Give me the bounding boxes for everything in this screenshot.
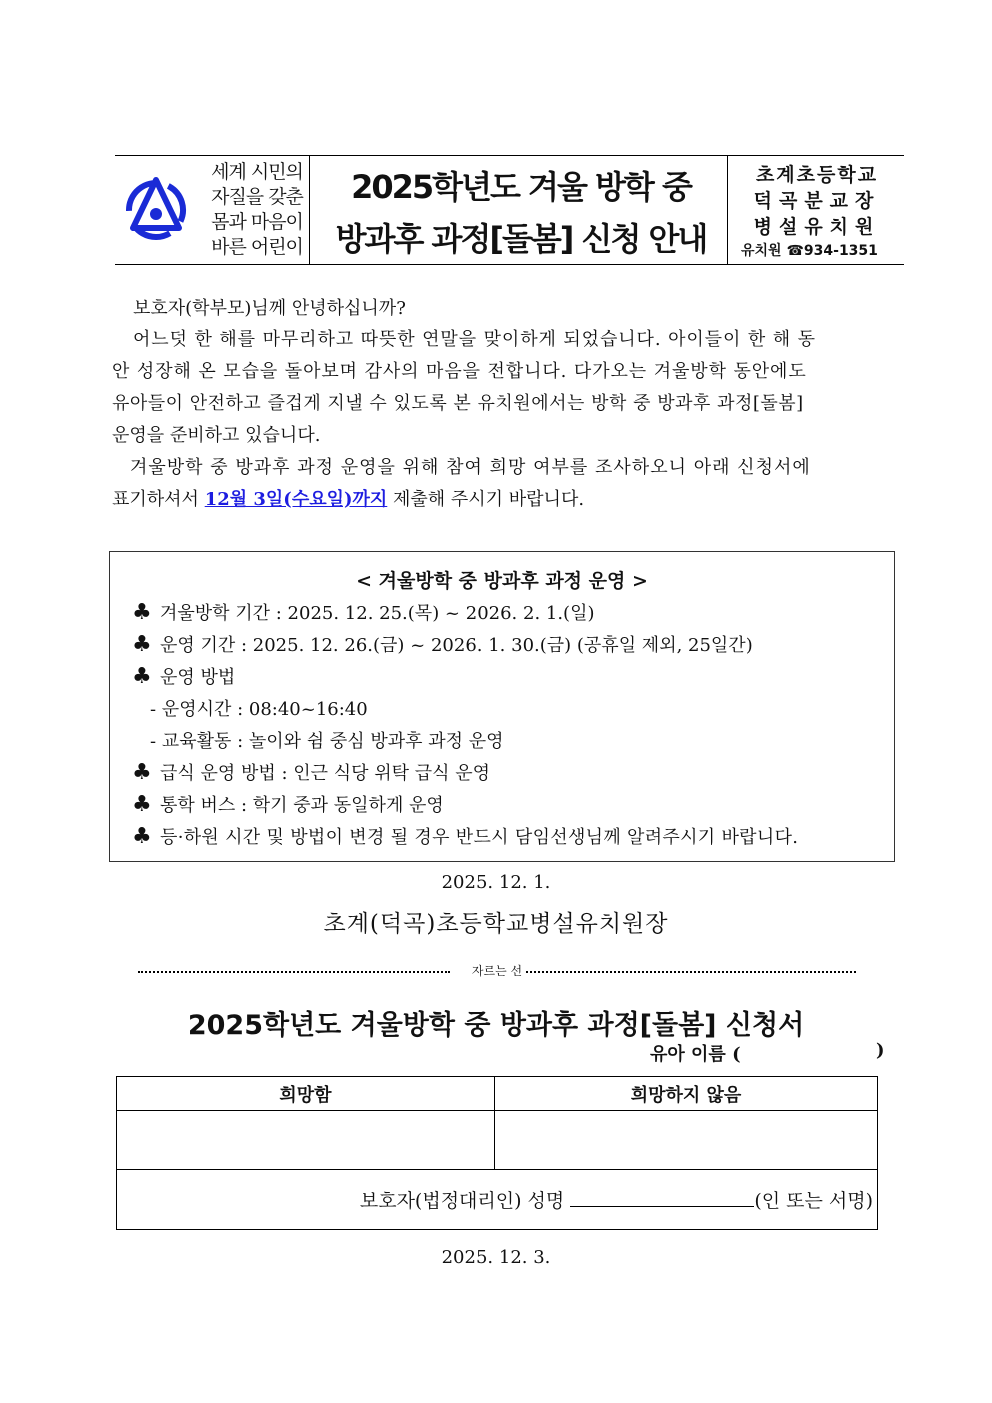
school-name-line1: 초계초등학교	[755, 164, 879, 186]
operation-info-box	[109, 551, 895, 862]
cut-line	[138, 962, 856, 982]
application-form-table	[116, 1076, 878, 1230]
header-divider	[309, 156, 310, 264]
school-name-line3: 병설유치원	[753, 216, 881, 238]
info-item: ♣ 통학 버스 : 학기 중과 동일하게 운영	[132, 792, 444, 817]
phone-label: 유치원	[741, 243, 782, 259]
info-item: ♣ 운영 방법	[132, 664, 236, 689]
paragraph-text: 표기하셔서	[112, 489, 199, 510]
info-item: ♣ 운영 기간 : 2025. 12. 26.(금) ~ 2026. 1. 30.(금) (공휴일 제외, 25일간)	[132, 632, 753, 657]
club-icon: ♣	[132, 632, 152, 657]
info-item: ♣ 등·하원 시간 및 방법이 변경 될 경우 반드시 담임선생님께 알려주시기 바랍니다.	[132, 824, 799, 849]
letter-header	[115, 155, 904, 265]
school-logo	[123, 174, 189, 240]
info-subitem: - 운영시간 : 08:40~16:40	[150, 699, 368, 720]
school-motto	[207, 160, 307, 260]
deadline: 12월 3일(수요일)까지	[204, 489, 388, 510]
info-subitem: - 교육활동 : 놀이와 쉼 중심 방과후 과정 운영	[150, 731, 504, 752]
box-title: < 겨울방학 중 방과후 과정 운영 >	[356, 570, 648, 592]
motto-line: 바른 어린이	[211, 236, 303, 258]
paragraph-line: 안 성장해 온 모습을 돌아보며 감사의 마음을 전합니다. 다가오는 겨울방학 동안에도	[112, 361, 807, 382]
issuer: 초계(덕곡)초등학교병설유치원장	[323, 911, 669, 937]
cut-dots	[526, 971, 856, 973]
form-date: 2025. 12. 3.	[441, 1247, 551, 1268]
club-icon: ♣	[132, 600, 152, 625]
club-icon: ♣	[132, 760, 152, 785]
signature-line[interactable]	[570, 1186, 754, 1207]
paragraph-text: 제출해 주시기 바랍니다.	[393, 489, 585, 510]
child-name-close: )	[876, 1040, 885, 1061]
notice-title-line1: 2025학년도 겨울 방학 중	[351, 168, 691, 206]
paragraph-line: 운영을 준비하고 있습니다.	[112, 425, 321, 446]
paragraph-line: 유아들이 안전하고 즐겁게 지낼 수 있도록 본 유치원에서는 방학 중 방과후 과정[돌봄]	[112, 393, 804, 414]
phone-icon: ☎	[786, 243, 804, 259]
notice-title-line2: 방과후 과정[돌봄] 신청 안내	[335, 220, 707, 258]
phone-info	[741, 240, 901, 260]
col-header-yes: 희망함	[117, 1077, 495, 1111]
motto-line: 자질을 갖춘	[211, 186, 303, 208]
cut-dots	[138, 971, 450, 973]
school-name-line2: 덕곡분교장	[753, 190, 881, 212]
guardian-label: 보호자(법정대리인) 성명	[359, 1190, 565, 1212]
sign-label: (인 또는 서명)	[754, 1190, 873, 1212]
paragraph-line: 겨울방학 중 방과후 과정 운영을 위해 참여 희망 여부를 조사하오니 아래 신청서에	[130, 457, 811, 478]
club-icon: ♣	[132, 664, 152, 689]
info-item: ♣ 급식 운영 방법 : 인근 식당 위탁 급식 운영	[132, 760, 491, 785]
child-name-field[interactable]	[650, 1040, 890, 1066]
phone-number: 934-1351	[803, 243, 878, 259]
paragraph-line: 어느덧 한 해를 마무리하고 따뜻한 연말을 맞이하게 되었습니다. 아이들이 한 해 동	[133, 329, 816, 350]
info-item: ♣ 겨울방학 기간 : 2025. 12. 25.(목) ~ 2026. 2. 1.(일)	[132, 600, 595, 625]
greeting: 보호자(학부모)님께 안녕하십니까?	[133, 298, 406, 319]
paragraph-line	[112, 485, 584, 511]
col-header-no: 희망하지 않음	[495, 1077, 878, 1111]
child-name-label: 유아 이름 (	[650, 1044, 741, 1065]
cut-label: 자르는 선	[471, 964, 523, 978]
motto-line: 몸과 마음이	[211, 211, 303, 233]
motto-line: 세계 시민의	[211, 161, 303, 183]
check-cell-yes[interactable]	[117, 1111, 495, 1170]
check-cell-no[interactable]	[495, 1111, 878, 1170]
header-divider	[727, 156, 728, 264]
issue-date: 2025. 12. 1.	[441, 872, 551, 893]
form-title: 2025학년도 겨울방학 중 방과후 과정[돌봄] 신청서	[187, 1010, 805, 1041]
club-icon: ♣	[132, 792, 152, 817]
guardian-signature-row	[117, 1170, 878, 1230]
club-icon: ♣	[132, 824, 153, 849]
